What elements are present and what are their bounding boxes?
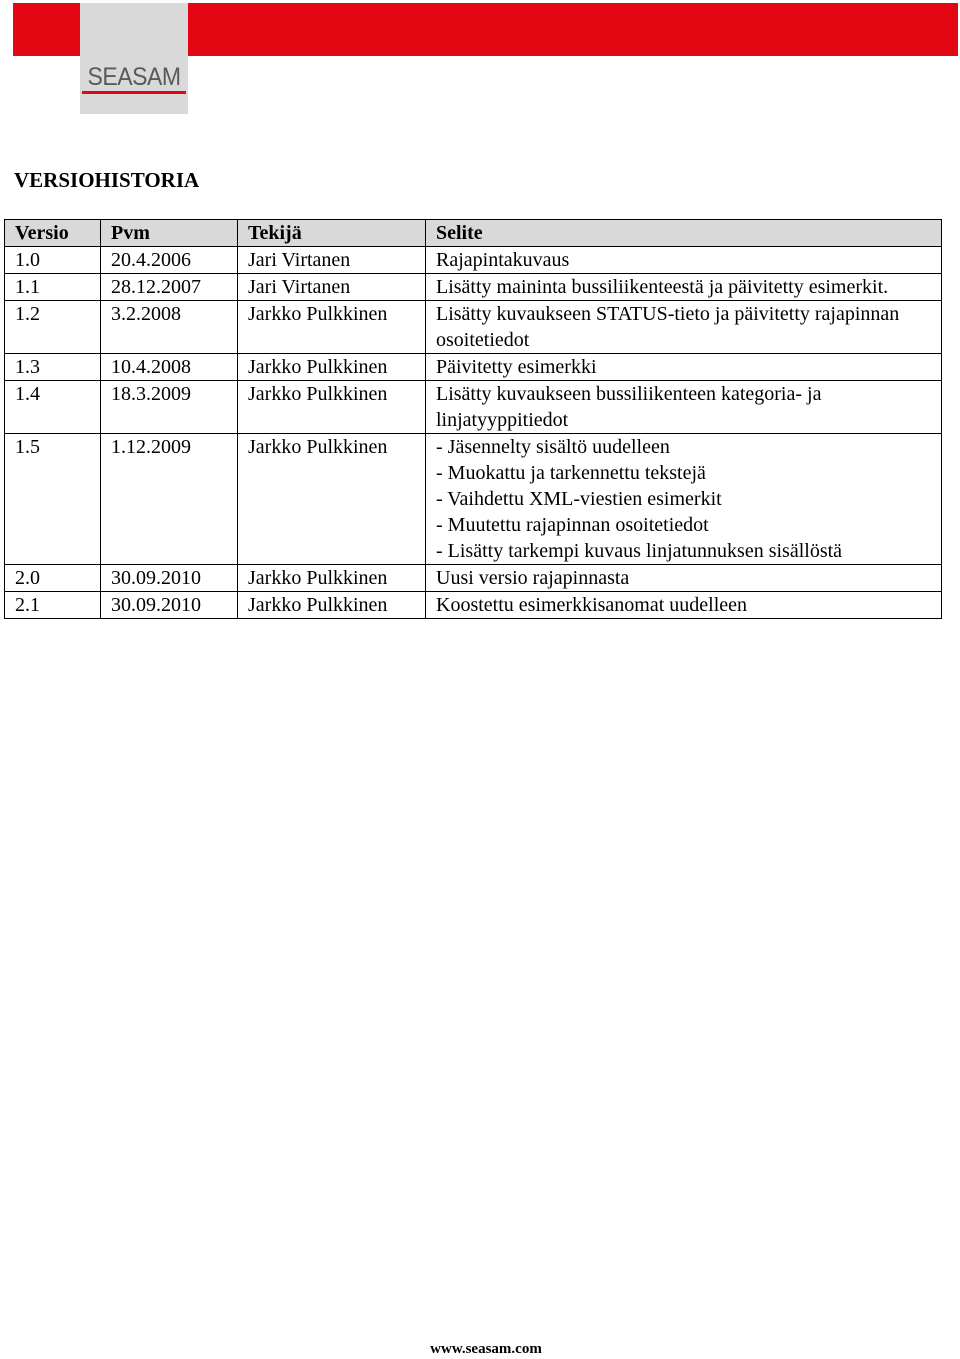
date-cell: 3.2.2008	[101, 301, 238, 354]
description-line: - Muokattu ja tarkennettu tekstejä	[436, 462, 706, 484]
header-red-band-right	[188, 3, 958, 56]
date-cell: 28.12.2007	[101, 274, 238, 301]
author-cell: Jarkko Pulkkinen	[238, 381, 426, 434]
version-cell: 2.0	[5, 565, 101, 592]
version-history-table	[4, 219, 942, 619]
author-cell: Jarkko Pulkkinen	[238, 592, 426, 619]
column-header-description: Selite	[426, 220, 942, 247]
description-line: Uusi versio rajapinnasta	[436, 567, 630, 589]
table-row	[5, 354, 942, 381]
date-cell: 10.4.2008	[101, 354, 238, 381]
description-cell	[426, 354, 942, 381]
description-line: Päivitetty esimerkki	[436, 356, 597, 378]
description-line: - Jäsennelty sisältö uudelleen	[436, 436, 670, 458]
version-cell: 1.1	[5, 274, 101, 301]
author-cell: Jarkko Pulkkinen	[238, 565, 426, 592]
table-row	[5, 592, 942, 619]
table-body	[5, 247, 942, 619]
table-row	[5, 247, 942, 274]
table-row	[5, 381, 942, 434]
version-cell: 2.1	[5, 592, 101, 619]
header-red-band-left	[13, 3, 80, 56]
version-cell: 1.4	[5, 381, 101, 434]
author-cell: Jarkko Pulkkinen	[238, 301, 426, 354]
description-line: Koostettu esimerkkisanomat uudelleen	[436, 594, 748, 616]
footer-url: www.seasam.com	[430, 1341, 542, 1357]
logo-text: SEASAM	[87, 63, 181, 91]
table-row	[5, 301, 942, 354]
author-cell: Jari Virtanen	[238, 247, 426, 274]
description-line: Lisätty kuvaukseen STATUS-tieto ja päivitetty rajapinnan osoitetiedot	[436, 303, 900, 351]
version-cell: 1.0	[5, 247, 101, 274]
date-cell: 30.09.2010	[101, 565, 238, 592]
description-cell	[426, 592, 942, 619]
description-cell	[426, 247, 942, 274]
date-cell: 20.4.2006	[101, 247, 238, 274]
description-line: - Muutettu rajapinnan osoitetiedot	[436, 514, 709, 536]
description-line: Lisätty maininta bussiliikenteestä ja päivitetty esimerkit.	[436, 276, 889, 298]
column-header-date: Pvm	[101, 220, 238, 247]
description-cell	[426, 301, 942, 354]
date-cell: 30.09.2010	[101, 592, 238, 619]
column-header-version: Versio	[5, 220, 101, 247]
column-header-author: Tekijä	[238, 220, 426, 247]
date-cell: 18.3.2009	[101, 381, 238, 434]
description-cell	[426, 565, 942, 592]
author-cell: Jarkko Pulkkinen	[238, 434, 426, 565]
author-cell: Jari Virtanen	[238, 274, 426, 301]
version-cell: 1.5	[5, 434, 101, 565]
description-line: Lisätty kuvaukseen bussiliikenteen kategoria- ja linjatyyppitiedot	[436, 383, 822, 431]
description-cell	[426, 274, 942, 301]
table-header-row	[5, 220, 942, 247]
table-row	[5, 434, 942, 565]
description-line: - Vaihdettu XML-viestien esimerkit	[436, 488, 722, 510]
date-cell: 1.12.2009	[101, 434, 238, 565]
logo-underline	[82, 91, 186, 94]
version-cell: 1.3	[5, 354, 101, 381]
table-row	[5, 565, 942, 592]
author-cell: Jarkko Pulkkinen	[238, 354, 426, 381]
description-cell	[426, 381, 942, 434]
table-row	[5, 274, 942, 301]
description-line: Rajapintakuvaus	[436, 249, 570, 271]
description-cell	[426, 434, 942, 565]
seasam-logo	[80, 3, 188, 114]
version-cell: 1.2	[5, 301, 101, 354]
description-line: - Lisätty tarkempi kuvaus linjatunnuksen sisällöstä	[436, 540, 843, 562]
section-title: VERSIOHISTORIA	[14, 168, 200, 192]
